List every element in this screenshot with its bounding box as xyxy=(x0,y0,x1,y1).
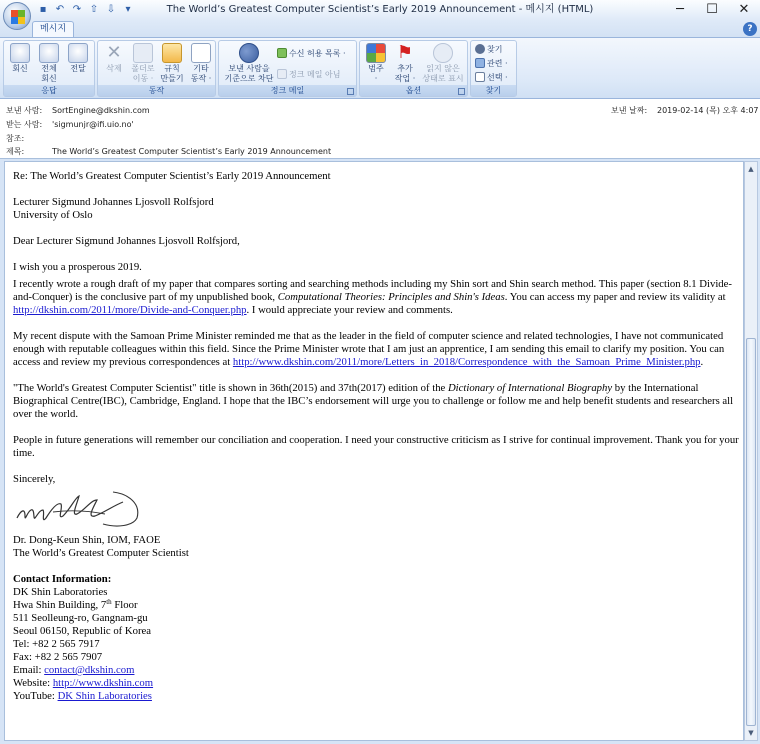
contact-street: 511 Seolleung-ro, Gangnam-gu xyxy=(13,612,148,624)
find-button[interactable]: 찾기 xyxy=(475,43,502,56)
book-title: Computational Theories: Principles and Shin's Ideas xyxy=(277,291,505,303)
qat-dropdown-icon[interactable]: ▾ xyxy=(125,4,131,15)
not-junk-button[interactable]: 정크 메일 아님 xyxy=(277,68,340,81)
group-actions xyxy=(97,40,216,97)
related-button[interactable]: 관련 · xyxy=(475,57,508,70)
scroll-up-icon[interactable]: ▲ xyxy=(748,165,754,173)
delete-icon: ✕ xyxy=(106,42,122,63)
group-label-respond: 응답 xyxy=(4,85,94,96)
ribbon-tab-row xyxy=(0,20,760,38)
wish-paragraph: I wish you a prosperous 2019. xyxy=(13,261,142,273)
not-junk-icon xyxy=(277,69,287,79)
group-label-find: 찾기 xyxy=(471,85,516,96)
to-label: 받는 사람: xyxy=(6,120,43,129)
close-icon[interactable]: ✕ xyxy=(738,2,750,17)
mark-unread-button[interactable]: 읽지 않은 상태로 표시 xyxy=(422,43,464,87)
logo-pane-red xyxy=(11,10,18,17)
folder-icon xyxy=(133,43,153,63)
up-arrow-icon[interactable]: ⇧ xyxy=(89,4,99,15)
sender-title: The World’s Greatest Computer Scientist xyxy=(13,547,189,559)
recipient-org: University of Oslo xyxy=(13,209,93,221)
sender-name: Dr. Dong-Keun Shin, IOM, FAOE xyxy=(13,534,161,546)
contact-heading: Contact Information: xyxy=(13,573,112,585)
forward-icon xyxy=(68,43,88,63)
paragraph-3: "The World's Greatest Computer Scientist" title is shown in 36th(2015) and 37th(2017) edition of the Dictionary of International Biography by the International Biographical Centre(IBC), Cambridge, England. I hope that the IBC’s endorsement will urge you to challenge or follow me and help benefit students and researchers all over the world. xyxy=(13,382,734,420)
logo-pane-blue xyxy=(11,17,18,24)
paragraph-2: My recent dispute with the Samoan Prime Minister reminded me that as the leader in the field of computer science and related technologies, I have not communicated enough with reputable colleagues within this field. Since the Prime Minister wrote that I am just an apprentice, I am sending this email to clarify my position. You can access and review my previous correspondences at http://www.dkshin.com/2011/more/Letters_in_2018/Correspondence_with_the_Samoan_Prime_Minister.php. xyxy=(13,330,725,368)
group-label-options: 옵션 xyxy=(360,85,467,96)
binoculars-icon xyxy=(475,44,485,54)
rule-icon xyxy=(162,43,182,63)
paragraph-4: People in future generations will remember our conciliation and cooperation. I need your constructive criticism as I strive for continual improvement. Thank you for your time. xyxy=(13,434,739,459)
message-header xyxy=(0,99,760,159)
from-value[interactable]: SortEngine@dkshin.com xyxy=(52,106,150,115)
subject-value: The World’s Greatest Computer Scientist’s Early 2019 Announcement xyxy=(52,147,332,156)
related-icon xyxy=(475,58,485,68)
options-dialog-launcher-icon[interactable] xyxy=(458,88,465,95)
group-label-junk: 정크 메일 xyxy=(219,85,356,96)
email-link[interactable]: contact@dkshin.com xyxy=(44,664,135,676)
cursor-icon xyxy=(475,72,485,82)
block-sender-button[interactable]: 보낸 사람을 기준으로 차단 xyxy=(223,43,275,87)
office-button[interactable] xyxy=(3,2,31,30)
move-to-folder-button[interactable]: 폴더로 이동 · xyxy=(129,43,157,87)
correspondence-link[interactable]: http://www.dkshin.com/2011/more/Letters_in_2018/Correspondence_with_the_Samoan_Prime_Minister.php xyxy=(232,356,701,368)
categorize-button[interactable]: 범주 · xyxy=(362,43,390,87)
youtube-link[interactable]: DK Shin Laboratories xyxy=(57,690,152,702)
reply-all-icon xyxy=(39,43,59,63)
group-junk-mail xyxy=(218,40,357,97)
salutation: Dear Lecturer Sigmund Johannes Ljosvoll Rolfsjord, xyxy=(13,235,240,247)
save-icon[interactable]: ▪ xyxy=(39,4,47,15)
website-link[interactable]: http://www.dkshin.com xyxy=(52,677,154,689)
to-value[interactable]: 'sigmunjr@ifi.uio.no' xyxy=(52,120,134,129)
block-sender-icon xyxy=(239,43,259,63)
sent-label: 보낸 날짜: xyxy=(611,106,648,115)
re-line: Re: The World’s Greatest Computer Scientist’s Early 2019 Announcement xyxy=(13,170,331,182)
contact-fax: Fax: +82 2 565 7907 xyxy=(13,651,103,663)
undo-icon[interactable]: ↶ xyxy=(55,4,65,15)
reply-button[interactable]: 회신 xyxy=(6,43,34,87)
dictionary-title: Dictionary of International Biography xyxy=(447,382,613,394)
other-actions-button[interactable]: 기타 동작 · xyxy=(187,43,215,87)
minimize-icon[interactable]: ─ xyxy=(676,2,684,17)
contact-tel: Tel: +82 2 565 7917 xyxy=(13,638,100,650)
scroll-down-icon[interactable]: ▼ xyxy=(748,729,754,737)
contact-youtube: YouTube: DK Shin Laboratories xyxy=(13,690,152,702)
follow-up-button[interactable]: ⚑ 추가 작업 · xyxy=(394,42,416,83)
mark-unread-icon xyxy=(433,43,453,63)
down-arrow-icon[interactable]: ⇩ xyxy=(106,4,116,15)
contact-org: DK Shin Laboratories xyxy=(13,586,108,598)
group-options xyxy=(359,40,468,97)
cc-label: 참조: xyxy=(6,134,25,143)
safe-list-button[interactable]: 수신 허용 목록 · xyxy=(277,47,346,60)
tab-message[interactable]: 메시지 xyxy=(32,21,74,38)
from-label: 보낸 사람: xyxy=(6,106,43,115)
vertical-scrollbar[interactable] xyxy=(744,161,758,741)
sent-value: 2019-02-14 (목) 오후 4:07 xyxy=(657,106,759,115)
logo-pane-yellow xyxy=(18,17,25,24)
contact-city: Seoul 06150, Republic of Korea xyxy=(13,625,152,637)
reply-all-button[interactable]: 전체 회신 xyxy=(35,43,63,87)
window-controls xyxy=(664,0,760,20)
safe-list-icon xyxy=(277,48,287,58)
window-title: The World’s Greatest Computer Scientist’s Early 2019 Announcement - 메시지 (HTML) xyxy=(166,4,594,15)
contact-building: Hwa Shin Building, 7th Floor xyxy=(13,598,138,611)
create-rule-button[interactable]: 규칙 만들기 xyxy=(158,43,186,87)
email-content xyxy=(13,170,739,703)
redo-icon[interactable]: ↷ xyxy=(72,4,82,15)
handwritten-signature xyxy=(13,488,739,532)
contact-website: Website: http://www.dkshin.com xyxy=(13,677,154,689)
subject-label: 제목: xyxy=(6,147,25,156)
ribbon xyxy=(0,37,760,99)
delete-button[interactable]: ✕ 삭제 xyxy=(100,43,128,87)
recipient-name: Lecturer Sigmund Johannes Ljosvoll Rolfsjord xyxy=(13,196,214,208)
group-find xyxy=(470,40,517,97)
help-icon[interactable]: ? xyxy=(743,22,757,36)
maximize-icon[interactable]: ☐ xyxy=(706,2,718,17)
message-body xyxy=(4,161,744,741)
group-label-actions: 동작 xyxy=(98,85,215,96)
scrollbar-thumb[interactable] xyxy=(746,338,756,726)
junk-dialog-launcher-icon[interactable] xyxy=(347,88,354,95)
closing: Sincerely, xyxy=(13,473,56,485)
divide-and-conquer-link[interactable]: http://dkshin.com/2011/more/Divide-and-Conquer.php xyxy=(13,304,247,316)
document-icon xyxy=(191,43,211,63)
contact-email: Email: contact@dkshin.com xyxy=(13,664,135,676)
reply-icon xyxy=(10,43,30,63)
categorize-icon xyxy=(366,43,386,63)
logo-pane-green xyxy=(18,10,25,17)
red-flag-icon: ⚑ xyxy=(396,42,414,63)
select-button[interactable]: 선택 · xyxy=(475,71,508,84)
title-bar xyxy=(0,0,760,20)
paragraph-1: I recently wrote a rough draft of my paper that compares sorting and searching methods including my Shin sort and Shin search method. This paper (section 8.1 Divide-and-Conquer) is the conclusive part of my unpublished book, Computational Theories: Principles and Shin's Ideas. You can access my paper and review its validity at http://dkshin.com/2011/more/Divide-and-Conquer.php. I would appreciate your review and comments. xyxy=(13,278,732,316)
group-respond xyxy=(3,40,95,97)
forward-button[interactable]: 전달 xyxy=(64,43,92,87)
